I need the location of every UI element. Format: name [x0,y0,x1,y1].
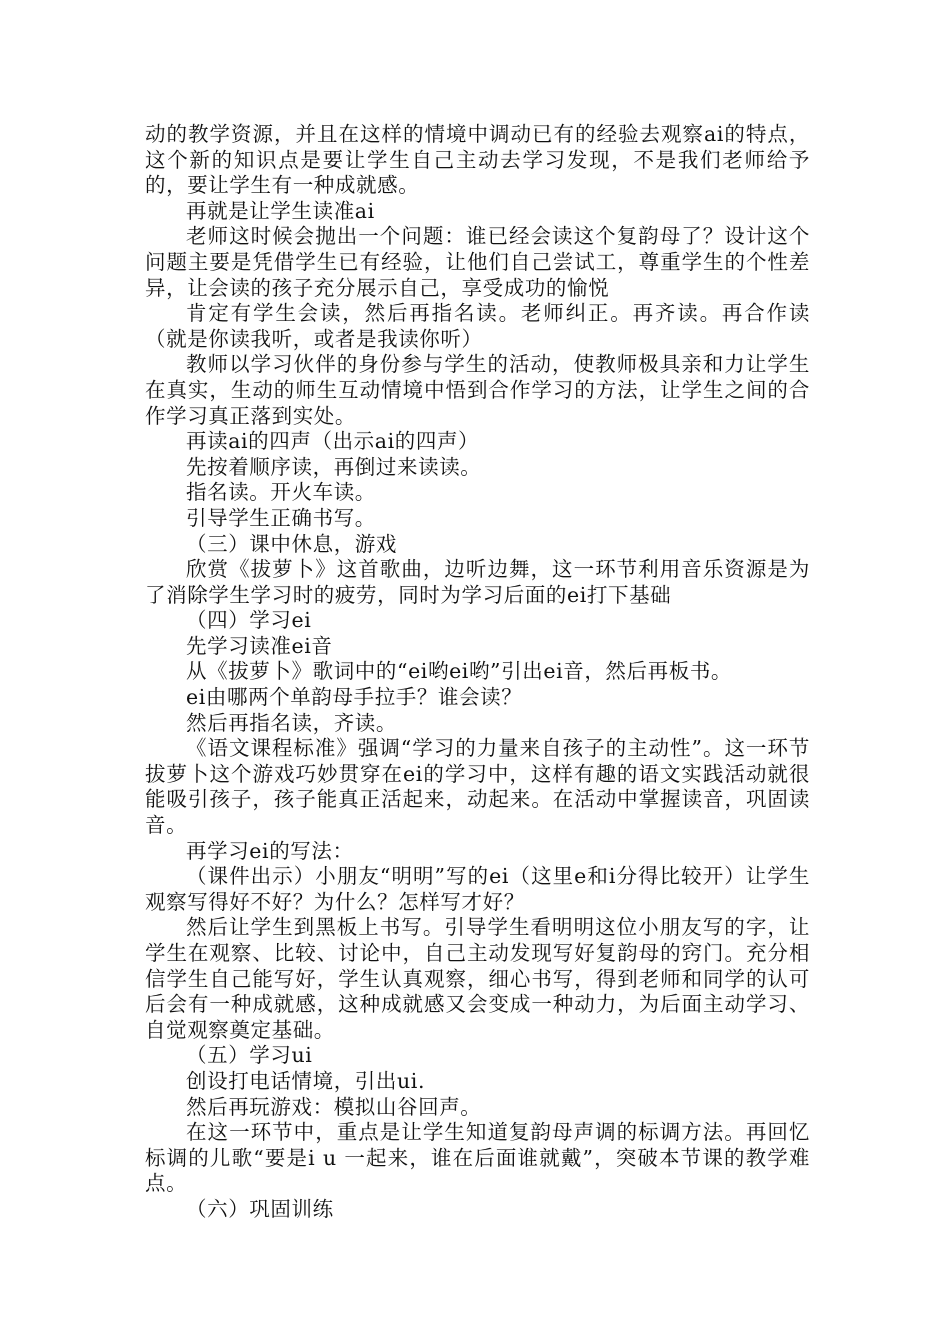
paragraph: 然后让学生到黑板上书写。引导学生看明明这位小朋友写的字，让学生在观察、比较、讨论中，自己主动发现写好复韵母的窍门。充分相信学生自己能写好，学生认真观察，细心书写，得到老师和同学的认可后会有一种成就感，这种成就感又会变成一种动力，为后面主动学习、自觉观察奠定基础。 [145,915,810,1042]
paragraph: 再读ai的四声（出示ai的四声） [186,429,480,454]
section-heading: （四）学习ei [186,608,312,633]
document-body [145,122,810,1223]
paragraph: 再学习ei的写法： [186,838,354,863]
paragraph: 欣赏《拔萝卜》这首歌曲，边听边舞，这一环节利用音乐资源是为了消除学生学习时的疲劳，同时为学习后面的ei打下基础 [145,557,810,607]
paragraph: 指名读。开火车读。 [186,480,376,505]
paragraph: 然后再指名读，齐读。 [186,710,397,735]
paragraph: 先按着顺序读，再倒过来读读。 [186,454,482,479]
paragraph: 老师这时候会抛出一个问题：谁已经会读这个复韵母了？设计这个问题主要是凭借学生已有经验，让他们自己尝试工，尊重学生的个性差异，让会读的孩子充分展示自己，享受成功的愉悦 [145,224,810,300]
paragraph: ei由哪两个单韵母手拉手？谁会读？ [186,685,523,710]
section-heading: （三）课中休息，游戏 [186,531,397,556]
paragraph: 再就是让学生读准ai [186,198,375,223]
paragraph: 从《拔萝卜》歌词中的“ei哟ei哟”引出ei音，然后再板书。 [186,659,733,684]
section-heading: （六）巩固训练 [186,1196,334,1221]
paragraph: 肯定有学生会读，然后再指名读。老师纠正。再齐读。再合作读（就是你读我听，或者是我读你听） [145,301,810,351]
paragraph: 教师以学习伙伴的身份参与学生的活动，使教师极具亲和力让学生在真实，生动的师生互动情境中悟到合作学习的方法，让学生之间的合作学习真正落到实处。 [145,352,810,428]
paragraph: 创设打电话情境，引出ui. [186,1068,426,1093]
paragraph: 在这一环节中，重点是让学生知道复韵母声调的标调方法。再回忆标调的儿歌“要是i u 一起来，谁在后面谁就戴”，突破本节课的教学难点。 [145,1120,810,1196]
paragraph: 引导学生正确书写。 [186,505,376,530]
paragraph-continuation: 动的教学资源，并且在这样的情境中调动已有的经验去观察ai的特点，这个新的知识点是要让学生自己主动去学习发现，不是我们老师给予的，要让学生有一种成就感。 [145,122,810,198]
paragraph: 然后再玩游戏：模拟山谷回声。 [186,1094,482,1119]
paragraph: （课件出示）小朋友“明明”写的ei（这里e和i分得比较开）让学生观察写得好不好？为什么？怎样写才好？ [145,864,810,914]
section-heading: （五）学习ui [186,1043,313,1068]
paragraph: 《语文课程标准》强调“学习的力量来自孩子的主动性”。这一环节拔萝卜这个游戏巧妙贯穿在ei的学习中，这样有趣的语文实践活动就很能吸引孩子，孩子能真正活起来，动起来。在活动中掌握读音，巩固读音。 [145,736,810,838]
paragraph: 先学习读准ei音 [186,633,333,658]
